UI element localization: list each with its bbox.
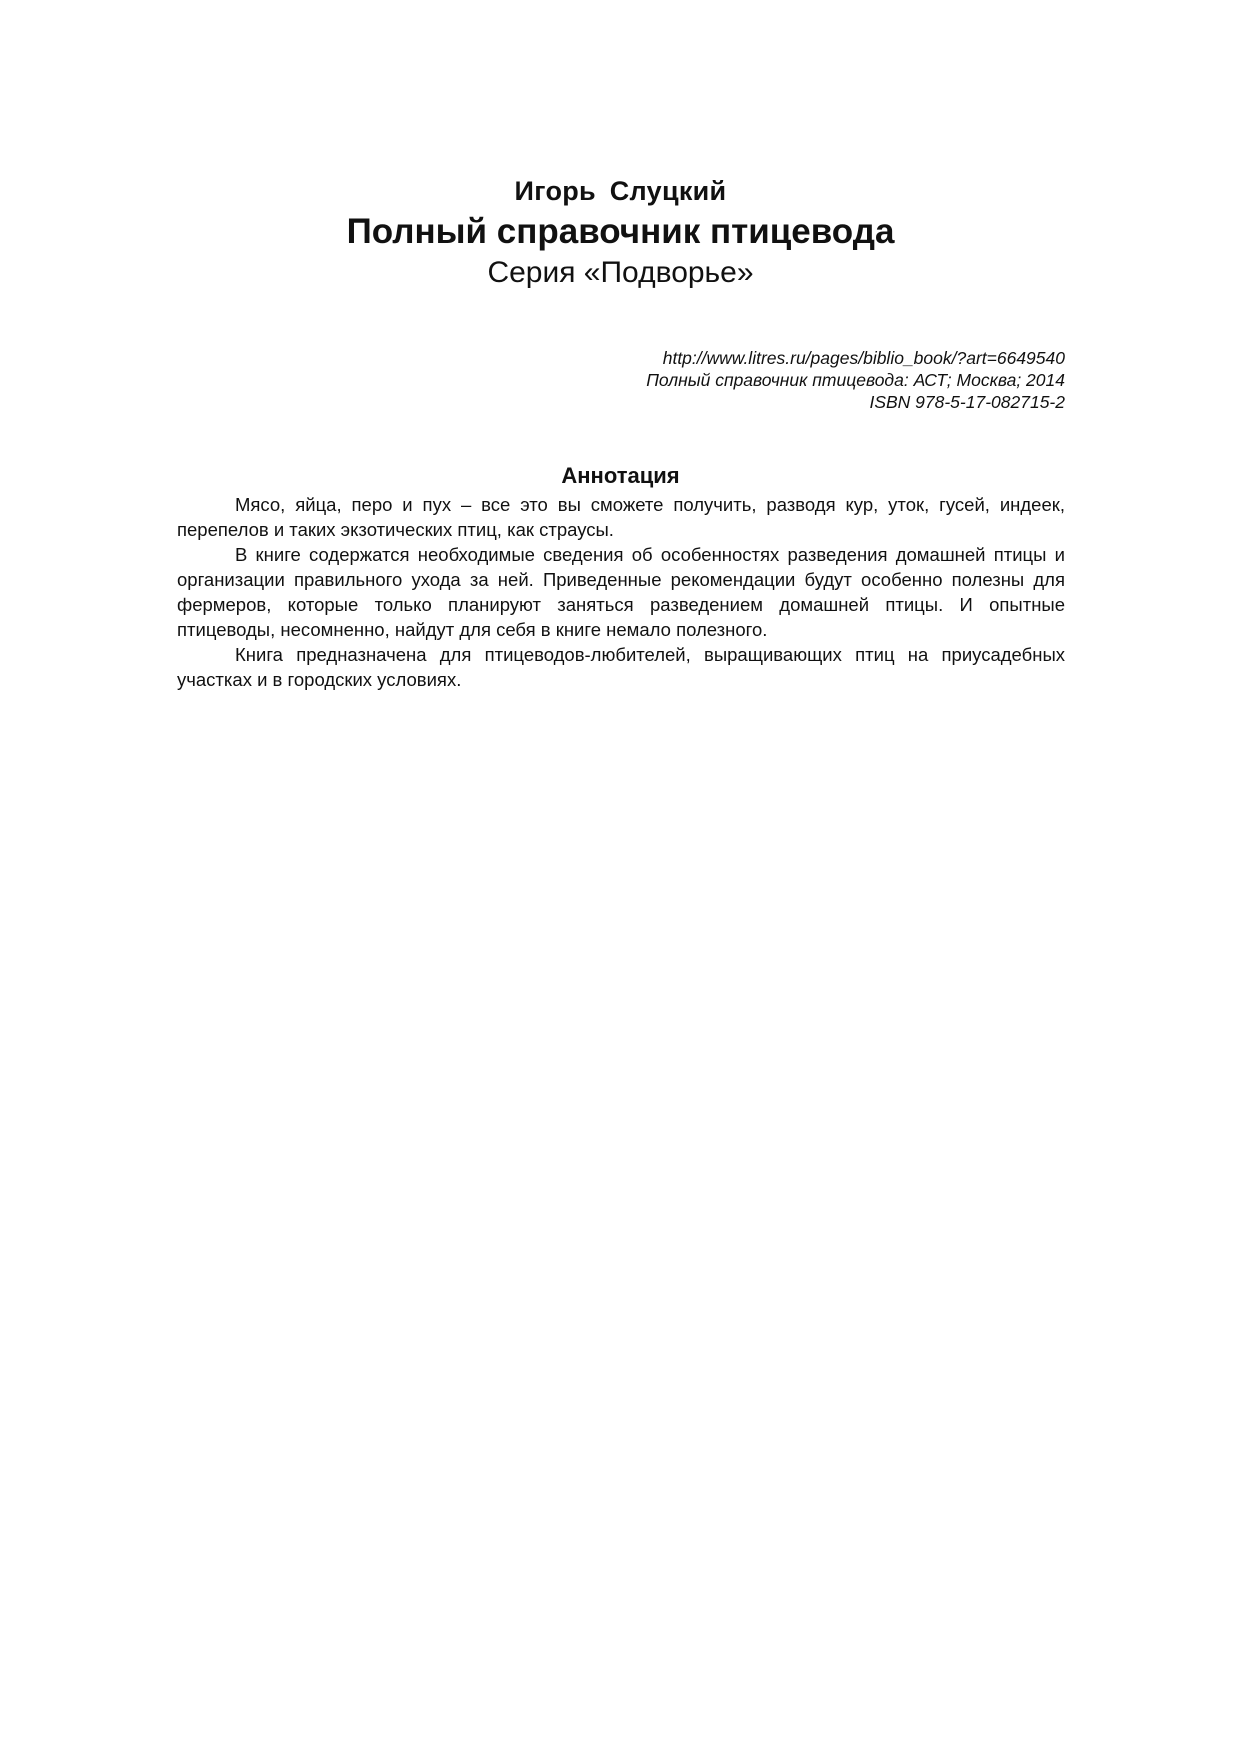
book-title: Полный справочник птицевода — [346, 212, 895, 251]
publication-line: Полный справочник птицевода: АСТ; Москва; 2014 — [646, 370, 1065, 390]
annotation-paragraph: Мясо, яйца, перо и пух – все это вы сможете получить, разводя кур, уток, гусей, индеек, перепелов и таких экзотических птиц, как страусы. — [177, 494, 1065, 540]
book-author: Игорь Слуцкий — [514, 176, 727, 206]
annotation-paragraph: Книга предназначена для птицеводов-любителей, выращивающих птиц на приусадебных участках и в городских условиях. — [177, 644, 1065, 690]
source-url: http://www.litres.ru/pages/biblio_book/?art=6649540 — [662, 348, 1065, 368]
annotation-body — [177, 492, 1065, 692]
annotation-paragraph: В книге содержатся необходимые сведения об особенностях разведения домашней птицы и организации правильного ухода за ней. Приведенные рекомендации будут особенно полезны для фермеров, которые только планируют заняться разведением домашней птицы. И опытные птицеводы, несомненно, найдут для себя в книге немало полезного. — [177, 544, 1065, 640]
book-series: Серия «Подворье» — [487, 256, 754, 289]
publication-info — [646, 347, 1065, 413]
annotation-heading: Аннотация — [561, 463, 680, 488]
isbn: ISBN 978-5-17-082715-2 — [869, 392, 1065, 412]
